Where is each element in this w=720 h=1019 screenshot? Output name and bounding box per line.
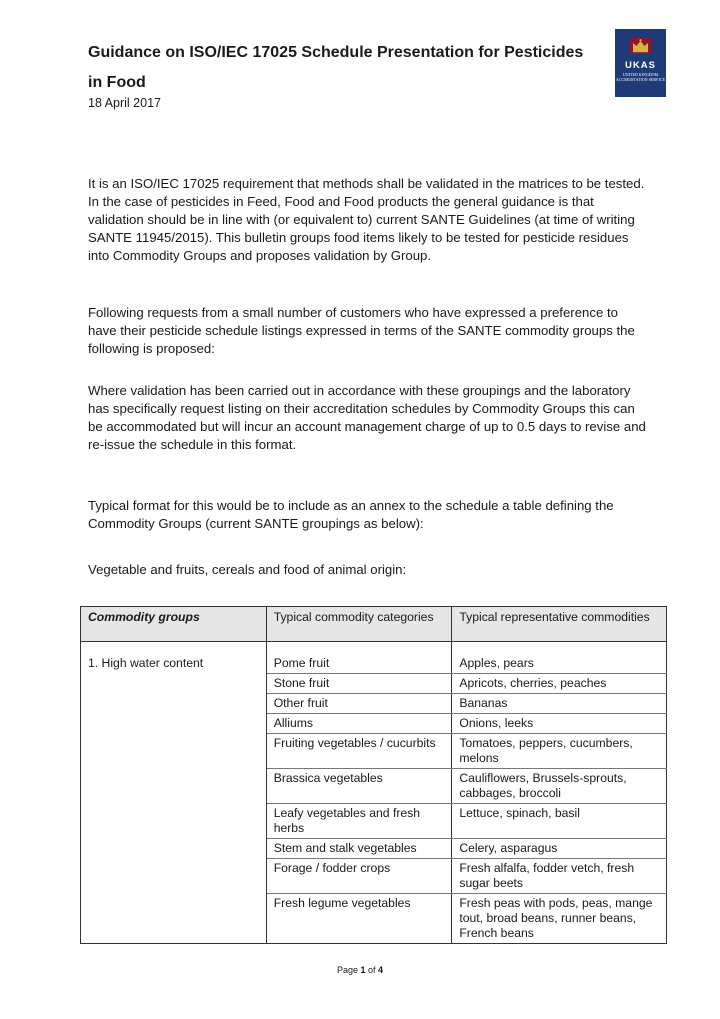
requests-paragraph: Following requests from a small number of customers who have expressed a preference to have their pesticide schedule listings expressed in terms of the SANTE commodity groups the following is proposed: (88, 305, 635, 356)
logo-wordmark: UKAS (625, 60, 656, 71)
category-cell: Fresh legume vegetables (266, 894, 452, 944)
category-cell: Other fruit (266, 694, 452, 714)
of-label: of (368, 965, 376, 975)
commodities-cell: Lettuce, spinach, basil (452, 804, 667, 839)
table-row (81, 642, 667, 674)
category-cell: Pome fruit (266, 642, 452, 674)
header-commodity-categories: Typical commodity categories (266, 607, 452, 642)
commodities-cell: Fresh alfalfa, fodder vetch, fresh sugar beets (452, 859, 667, 894)
header-commodity-groups: Commodity groups (81, 607, 267, 642)
commodities-cell: Celery, asparagus (452, 839, 667, 859)
commodities-cell: Onions, leeks (452, 714, 667, 734)
format-paragraph: Typical format for this would be to include as an annex to the schedule a table defining the Commodity Groups (current SANTE groupings as below): (88, 498, 614, 531)
ukas-logo (615, 29, 666, 97)
commodities-cell: Fresh peas with pods, peas, mange tout, broad beans, runner beans, French beans (452, 894, 667, 944)
page-current: 1 (360, 965, 366, 975)
document-date: 18 April 2017 (88, 96, 161, 110)
category-cell: Fruiting vegetables / cucurbits (266, 734, 452, 769)
commodities-cell: Apricots, cherries, peaches (452, 674, 667, 694)
table-header-row (81, 607, 667, 642)
table-intro: Vegetable and fruits, cereals and food of animal origin: (88, 562, 407, 577)
crown-icon (628, 36, 653, 56)
intro-paragraph: It is an ISO/IEC 17025 requirement that methods shall be validated in the matrices to be tested. In the case of pesticides in Feed, Food and Food products the general guidance is that validation should be in line with (or equivalent to) current SANTE Guidelines (at time of writing SANTE 11945/2015). This bulletin groups food items likely to be tested for pesticide residues into Commodity Groups and proposes validation by Group. (88, 176, 645, 263)
page-label: Page (336, 965, 358, 975)
category-cell: Leafy vegetables and fresh herbs (266, 804, 452, 839)
page-total: 4 (378, 965, 384, 975)
commodities-cell: Bananas (452, 694, 667, 714)
logo-subtitle: UNITED KINGDOM ACCREDITATION SERVICE (615, 72, 666, 82)
commodities-cell: Cauliflowers, Brussels-sprouts, cabbages, broccoli (452, 769, 667, 804)
category-cell: Forage / fodder crops (266, 859, 452, 894)
document-title: Guidance on ISO/IEC 17025 Schedule Presentation for Pesticides in Food (88, 44, 584, 91)
category-cell: Brassica vegetables (266, 769, 452, 804)
commodities-cell: Apples, pears (452, 642, 667, 674)
validation-paragraph: Where validation has been carried out in accordance with these groupings and the laboratory has specifically request listing on their accreditation schedules by Commodity Groups this can be accommodated but will incur an account management charge of up to 0.5 days to revise and re-issue the schedule in this format. (88, 383, 646, 452)
header-representative-commodities: Typical representative commodities (452, 607, 667, 642)
category-cell: Stem and stalk vegetables (266, 839, 452, 859)
page-footer (0, 965, 720, 975)
group-cell: 1. High water content (81, 642, 267, 944)
commodities-cell: Tomatoes, peppers, cucumbers, melons (452, 734, 667, 769)
category-cell: Stone fruit (266, 674, 452, 694)
commodity-groups-table (80, 606, 667, 944)
category-cell: Alliums (266, 714, 452, 734)
